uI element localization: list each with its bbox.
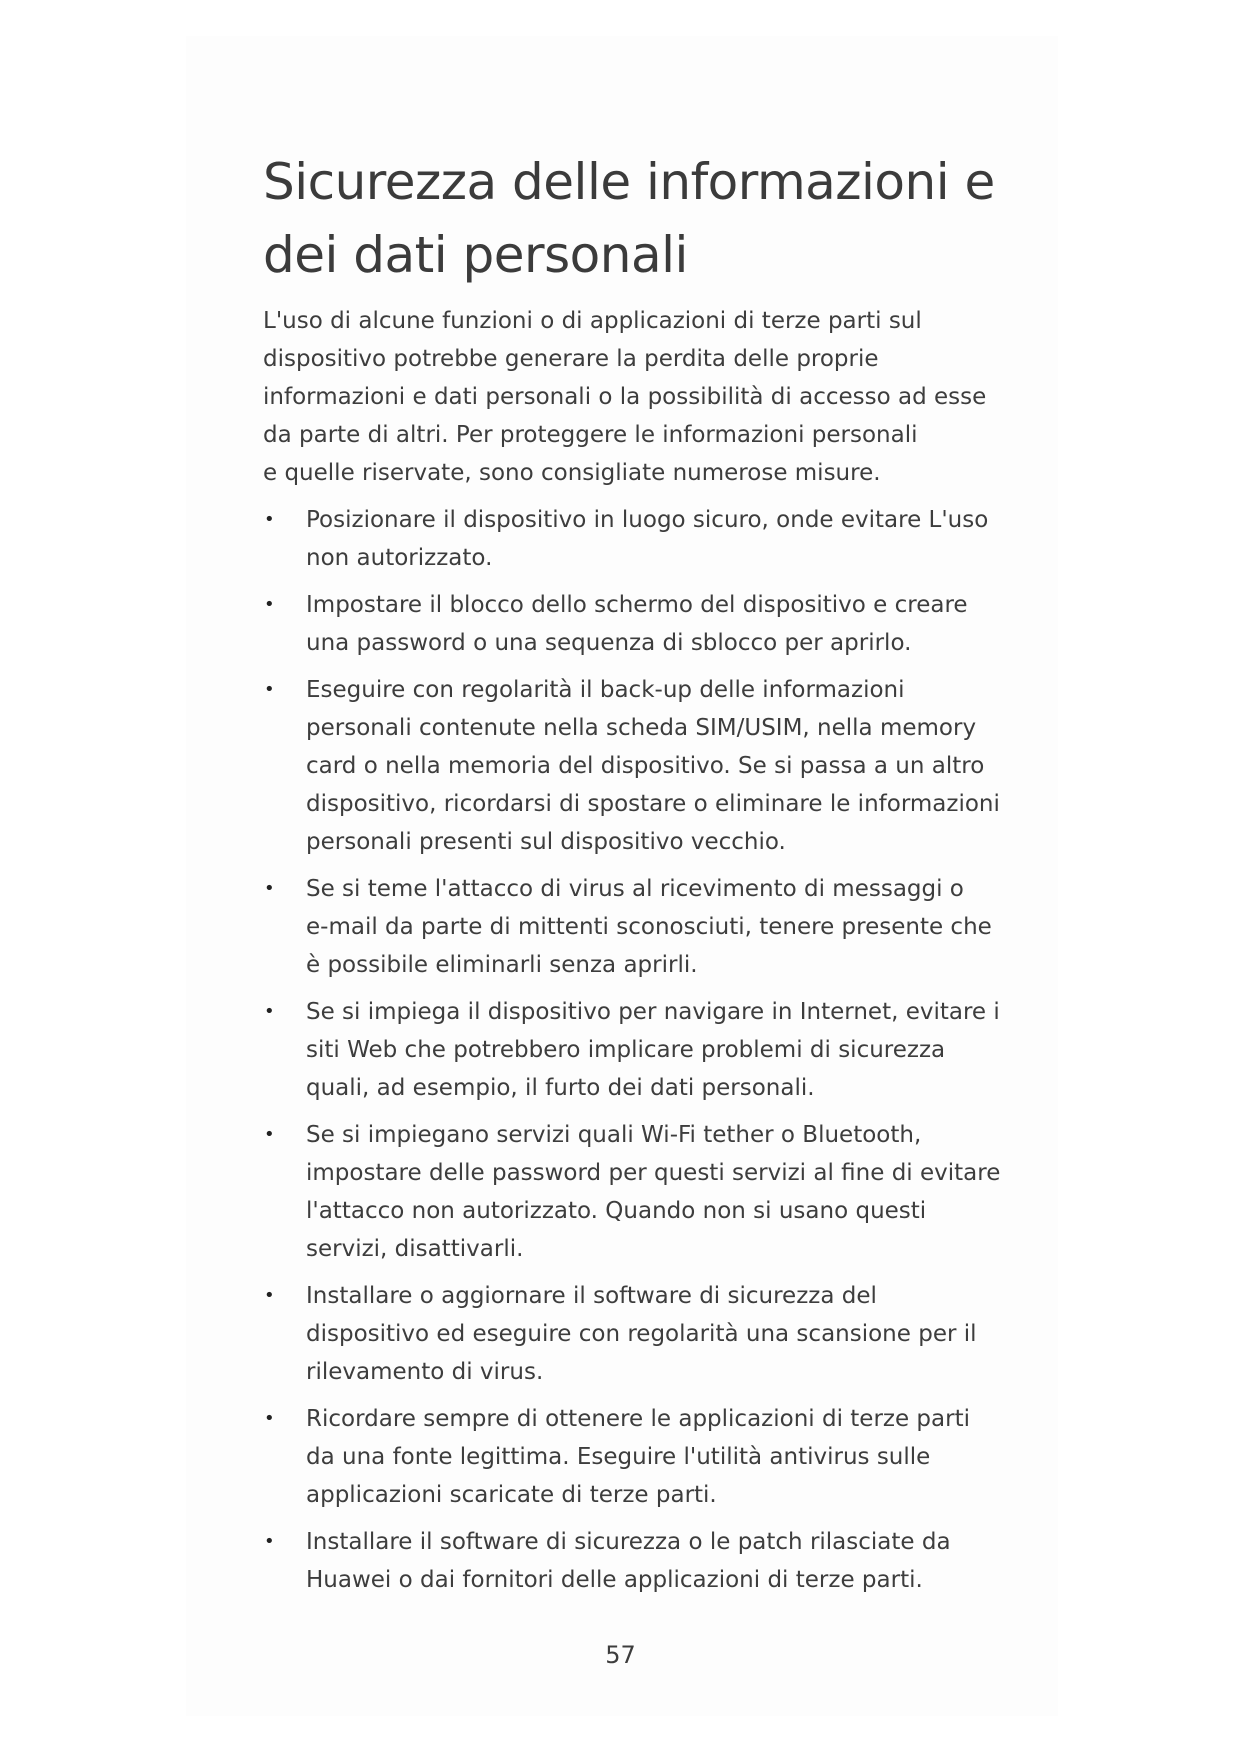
list-item-line: Se si teme l'attacco di virus al ricevimento di messaggi o — [306, 876, 964, 902]
page-title — [263, 146, 1003, 292]
intro-line: e quelle riservate, sono consigliate numerose misure. — [263, 460, 881, 486]
list-item-line: è possibile eliminarli senza aprirli. — [306, 952, 698, 978]
list-item — [263, 993, 1003, 1107]
list-item-line: impostare delle password per questi servizi al fine di evitare — [306, 1160, 1001, 1186]
intro-line: informazioni e dati personali o la possibilità di accesso ad esse — [263, 384, 987, 410]
bullet-icon: • — [264, 679, 275, 700]
list-item-line: Installare o aggiornare il software di sicurezza del — [306, 1283, 877, 1309]
list-item — [263, 1116, 1003, 1268]
list-item-line: Eseguire con regolarità il back-up delle informazioni — [306, 677, 905, 703]
list-item-line: card o nella memoria del dispositivo. Se si passa a un altro — [306, 753, 985, 779]
list-item — [263, 586, 1003, 662]
intro-paragraph — [263, 302, 1003, 492]
list-item — [263, 870, 1003, 984]
list-item — [263, 501, 1003, 577]
title-line: Sicurezza delle informazioni e — [263, 153, 995, 211]
list-item-line: applicazioni scaricate di terze parti. — [306, 1482, 717, 1508]
list-item-line: rilevamento di virus. — [306, 1359, 544, 1385]
list-item — [263, 1400, 1003, 1514]
list-item-line: e-mail da parte di mittenti sconosciuti, tenere presente che — [306, 914, 992, 940]
intro-line: dispositivo potrebbe generare la perdita delle proprie — [263, 346, 879, 372]
list-item-line: dispositivo, ricordarsi di spostare o eliminare le informazioni — [306, 791, 1000, 817]
list-item-line: l'attacco non autorizzato. Quando non si usano questi — [306, 1198, 927, 1224]
bullet-icon: • — [264, 1531, 275, 1552]
bullet-icon: • — [264, 1285, 275, 1306]
list-item-line: Se si impiegano servizi quali Wi-Fi tether o Bluetooth, — [306, 1122, 922, 1148]
list-item-line: non autorizzato. — [306, 545, 493, 571]
list-item-line: Installare il software di sicurezza o le patch rilasciate da — [306, 1529, 951, 1555]
list-item — [263, 1277, 1003, 1391]
list-item-line: dispositivo ed eseguire con regolarità una scansione per il — [306, 1321, 977, 1347]
bullet-icon: • — [264, 1408, 275, 1429]
list-item-line: Impostare il blocco dello schermo del dispositivo e creare — [306, 592, 968, 618]
list-item-line: Ricordare sempre di ottenere le applicazioni di terze parti — [306, 1406, 970, 1432]
list-item — [263, 671, 1003, 861]
bullet-icon: • — [264, 878, 275, 899]
bullet-icon: • — [264, 1124, 275, 1145]
list-item-line: personali presenti sul dispositivo vecchio. — [306, 829, 786, 855]
list-item-line: Huawei o dai fornitori delle applicazioni di terze parti. — [306, 1567, 923, 1593]
bullet-icon: • — [264, 1001, 275, 1022]
bullet-icon: • — [264, 594, 275, 615]
bullet-icon: • — [264, 509, 275, 530]
intro-line: L'uso di alcune funzioni o di applicazioni di terze parti sul — [263, 308, 922, 334]
list-item-line: da una fonte legittima. Eseguire l'utilità antivirus sulle — [306, 1444, 931, 1470]
page-number: 57 — [605, 1641, 636, 1669]
list-item-line: servizi, disattivarli. — [306, 1236, 524, 1262]
list-item-line: Se si impiega il dispositivo per navigare in Internet, evitare i — [306, 999, 1000, 1025]
document-body — [263, 146, 1003, 1599]
list-item-line: quali, ad esempio, il furto dei dati personali. — [306, 1075, 815, 1101]
title-line: dei dati personali — [263, 226, 688, 284]
list-item-line: Posizionare il dispositivo in luogo sicuro, onde evitare L'uso — [306, 507, 989, 533]
list-item-line: siti Web che potrebbero implicare problemi di sicurezza — [306, 1037, 946, 1063]
intro-line: da parte di altri. Per proteggere le informazioni personali — [263, 422, 918, 448]
list-item-line: personali contenute nella scheda SIM/USIM, nella memory — [306, 715, 977, 741]
list-item — [263, 1523, 1003, 1599]
security-tips-list — [263, 501, 1003, 1599]
list-item-line: una password o una sequenza di sblocco per aprirlo. — [306, 630, 912, 656]
